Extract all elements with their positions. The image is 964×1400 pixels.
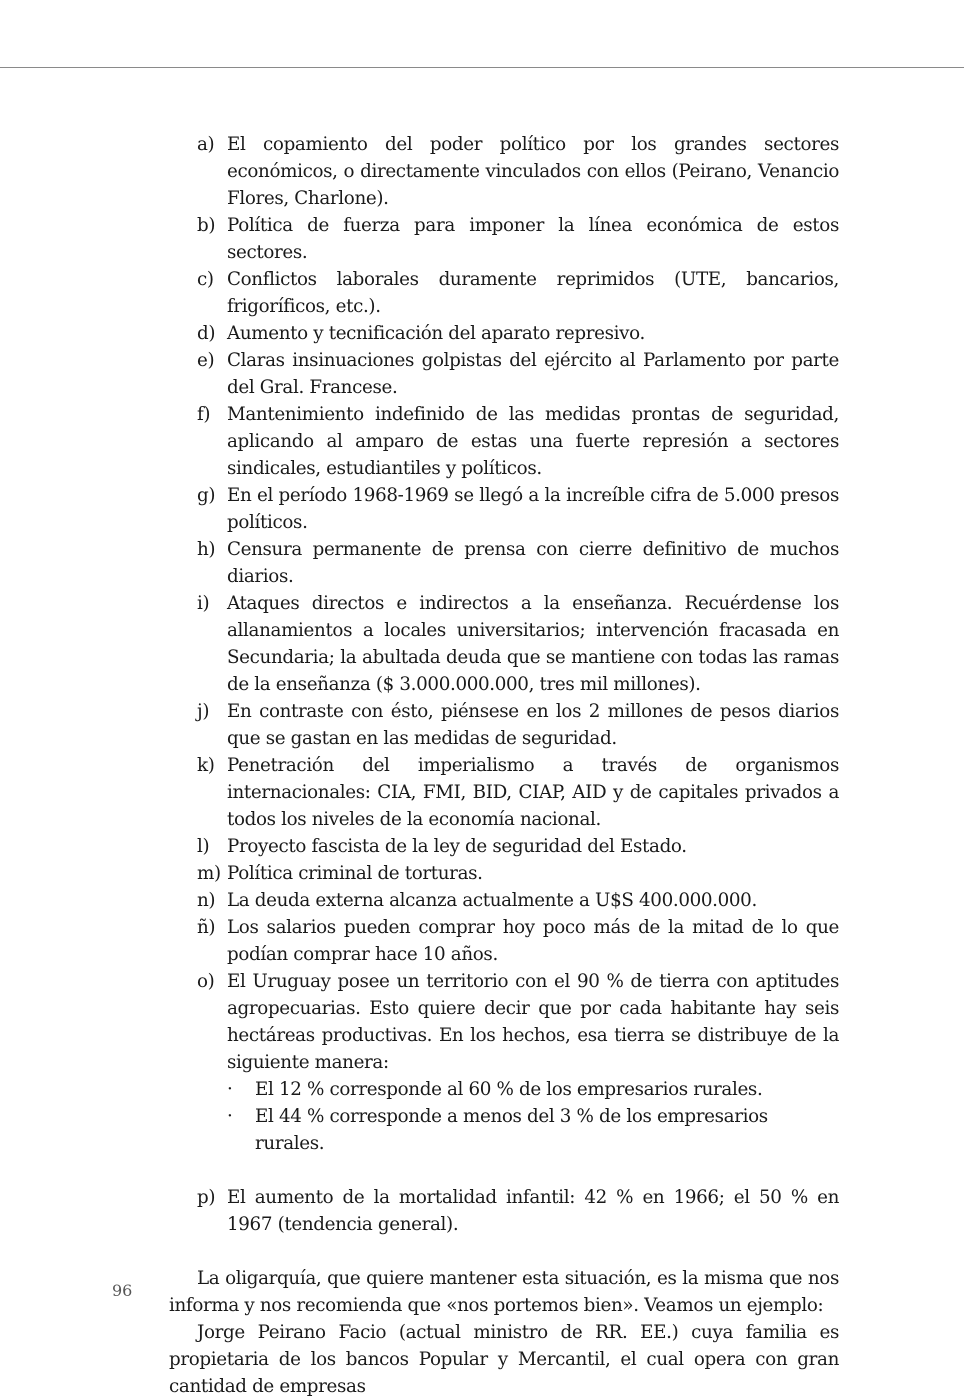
list-item-text: Censura permanente de prensa con cierre definitivo de muchos diarios. [227, 539, 839, 587]
bullet-dot: · [227, 1106, 233, 1127]
bullet-dot: · [227, 1079, 233, 1100]
body-paragraph: La oligarquía, que quiere mantener esta situación, es la misma que nos informa y nos recomienda que «nos portemos bien». Veamos un ejemplo: [169, 1268, 839, 1316]
list-item-label: g) [197, 485, 216, 506]
list-item-label: h) [197, 539, 216, 560]
list-item-text: Política criminal de torturas. [227, 863, 483, 884]
bullet-text: El 12 % corresponde al 60 % de los empresarios rurales. [255, 1079, 763, 1100]
spacer [169, 1238, 839, 1265]
list-item-label: f) [197, 404, 211, 425]
list-item-text: El copamiento del poder político por los grandes sectores económicos, o directamente vinculados con ellos (Peirano, Venancio Flores, Charlone). [227, 134, 839, 209]
list-item [169, 401, 839, 482]
list-item-text: Ataques directos e indirectos a la enseñanza. Recuérdense los allanamientos a locales universitarios; intervención fracasada en Secundaria; la abultada deuda que se mantiene con todas las ramas de la enseñanza ($ 3.000.000.000, tres mil millones). [227, 593, 839, 695]
list-item-label: a) [197, 134, 215, 155]
list-item-label: m) [197, 863, 221, 884]
list-item [169, 698, 839, 752]
page-number: 96 [112, 1281, 133, 1300]
body-paragraph: Jorge Peirano Facio (actual ministro de RR. EE.) cuya familia es propietaria de los bancos Popular y Mercantil, el cual opera con gran cantidad de empresas [169, 1322, 839, 1397]
page-body [169, 131, 839, 1400]
bullet-item [169, 1103, 839, 1157]
list-item [169, 131, 839, 212]
list-item-label: ñ) [197, 917, 216, 938]
bullet-item [169, 1076, 839, 1103]
list-item-text: Conflictos laborales duramente reprimidos (UTE, bancarios, frigoríficos, etc.). [227, 269, 839, 317]
list-item [169, 482, 839, 536]
list-item [169, 752, 839, 833]
list-item-text: Los salarios pueden comprar hoy poco más de la mitad de lo que podían comprar hace 10 años. [227, 917, 839, 965]
list-item [169, 914, 839, 968]
list-item-text: En el período 1968-1969 se llegó a la increíble cifra de 5.000 presos políticos. [227, 485, 839, 533]
list-item-text: Proyecto fascista de la ley de seguridad del Estado. [227, 836, 687, 857]
spacer [169, 1157, 839, 1184]
list-item-label: k) [197, 755, 215, 776]
list-item-label: d) [197, 323, 216, 344]
list-item-label: p) [197, 1187, 216, 1208]
list-item-label: e) [197, 350, 215, 371]
list-item-text: Mantenimiento indefinido de las medidas prontas de seguridad, aplicando al amparo de estas una fuerte represión a sectores sindicales, estudiantiles y políticos. [227, 404, 839, 479]
list-item [169, 833, 839, 860]
list-item-label: i) [197, 593, 210, 614]
list-item [169, 320, 839, 347]
list-item-text: El aumento de la mortalidad infantil: 42 % en 1966; el 50 % en 1967 (tendencia general). [227, 1187, 839, 1235]
bullet-text: El 44 % corresponde a menos del 3 % de los empresarios rurales. [255, 1106, 768, 1154]
list-item-label: c) [197, 269, 214, 290]
list-item [169, 266, 839, 320]
list-item-text: Política de fuerza para imponer la línea económica de estos sectores. [227, 215, 839, 263]
list-item-label: b) [197, 215, 216, 236]
list-item-text: En contraste con ésto, piénsese en los 2 millones de pesos diarios que se gastan en las medidas de seguridad. [227, 701, 839, 749]
list-item-text: Aumento y tecnificación del aparato represivo. [227, 323, 645, 344]
list-item-label: o) [197, 971, 215, 992]
list-item [169, 347, 839, 401]
list-item-label: n) [197, 890, 216, 911]
list-item-text: Claras insinuaciones golpistas del ejército al Parlamento por parte del Gral. Francese. [227, 350, 839, 398]
list-item-label: j) [197, 701, 210, 722]
list-item [169, 212, 839, 266]
header-rule [0, 67, 964, 68]
list-item-text: La deuda externa alcanza actualmente a U$S 400.000.000. [227, 890, 757, 911]
list-item [169, 1184, 839, 1238]
list-item [169, 968, 839, 1076]
list-item-label: l) [197, 836, 210, 857]
list-item [169, 536, 839, 590]
list-item-text: El Uruguay posee un territorio con el 90 % de tierra con aptitudes agropecuarias. Esto quiere decir que por cada habitante hay seis hectáreas productivas. En los hechos, esa tierra se distribuye de la siguiente manera: [227, 971, 839, 1073]
list-item [169, 590, 839, 698]
list-item [169, 887, 839, 914]
list-item-text: Penetración del imperialismo a través de organismos internacionales: CIA, FMI, BID, CIAP, AID y de capitales privados a todos los niveles de la economía nacional. [227, 755, 839, 830]
list-item [169, 860, 839, 887]
